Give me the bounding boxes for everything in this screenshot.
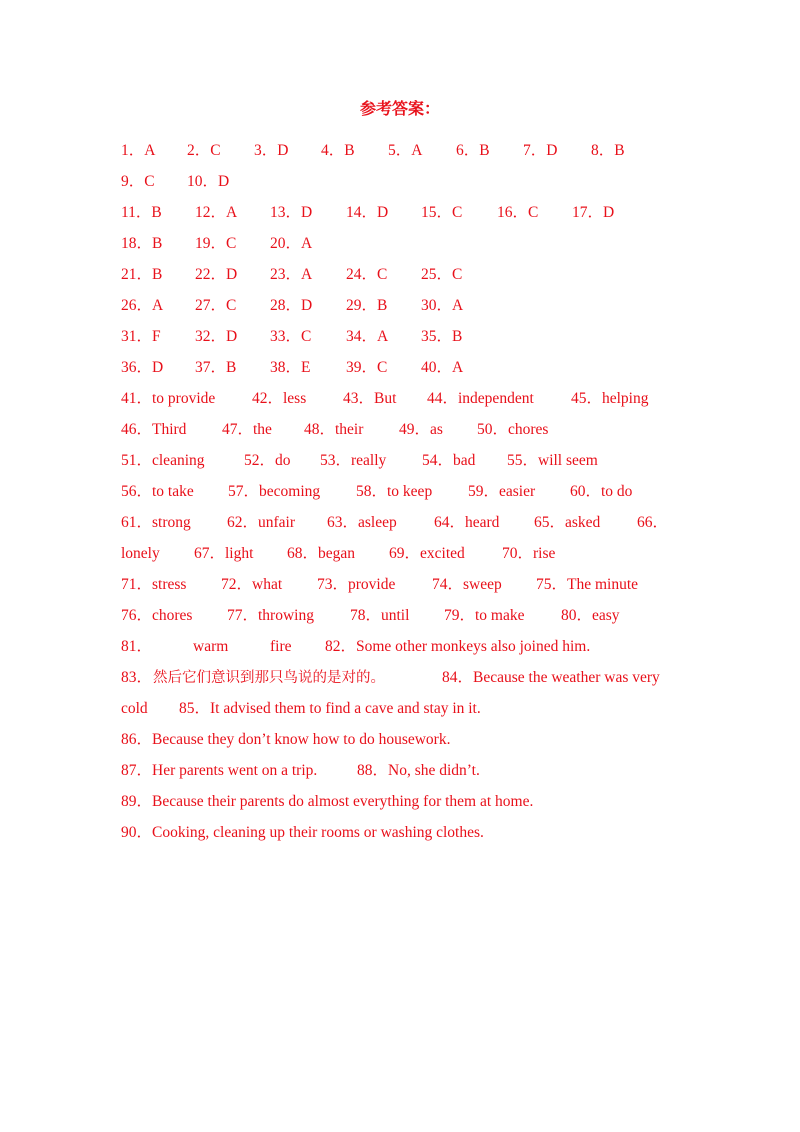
answer-item: 23．A (270, 266, 313, 283)
answer-item: 40．A (421, 359, 464, 376)
answer-item: 67．light (194, 545, 254, 562)
answer-item: 6．B (456, 142, 490, 159)
answer-item: 71．stress (121, 576, 187, 593)
answer-item: lonely (121, 545, 160, 562)
answer-item: 30．A (421, 297, 464, 314)
answer-item: 50．chores (477, 421, 549, 438)
answer-item: 63．asleep (327, 514, 397, 531)
answer-item: 20．A (270, 235, 313, 252)
answer-item: warm (193, 638, 229, 655)
answer-item: 62．unfair (227, 514, 296, 531)
answer-item: 4．B (321, 142, 355, 159)
answer-item: 3．D (254, 142, 289, 159)
answer-item: 15．C (421, 204, 463, 221)
answer-item: 83． (121, 669, 153, 686)
answer-item: 31．F (121, 328, 161, 345)
answer-item: 29．B (346, 297, 388, 314)
answer-item: 14．D (346, 204, 389, 221)
answer-item: 17．D (572, 204, 615, 221)
answer-item: 73．provide (317, 576, 396, 593)
answer-item: 11．B (121, 204, 162, 221)
answer-item: 42．less (252, 390, 307, 407)
answer-item: 49．as (399, 421, 443, 438)
answer-item: 89．Because their parents do almost everything for them at home. (121, 793, 534, 810)
answer-item: 61．strong (121, 514, 191, 531)
answer-item: 24．C (346, 266, 388, 283)
answer-item: 80．easy (561, 607, 620, 624)
answer-item: 69．excited (389, 545, 465, 562)
answer-item: 25．C (421, 266, 463, 283)
answer-item: 2．C (187, 142, 221, 159)
answer-item: 21．B (121, 266, 163, 283)
answer-item: 72．what (221, 576, 283, 593)
answer-item: 79．to make (444, 607, 525, 624)
answer-item: 32．D (195, 328, 238, 345)
answer-item: 13．D (270, 204, 313, 221)
answer-item: 52．do (244, 452, 291, 469)
answer-item: 33．C (270, 328, 312, 345)
answer-item: 41．to provide (121, 390, 216, 407)
answer-item: 16．C (497, 204, 539, 221)
answer-item: 78．until (350, 607, 410, 624)
answer-item: 59．easier (468, 483, 536, 500)
answer-item: 53．really (320, 452, 387, 469)
answer-item: 39．C (346, 359, 388, 376)
answer-item: 47．the (222, 421, 272, 438)
answer-item: 45．helping (571, 390, 649, 407)
answer-item: 65．asked (534, 514, 601, 531)
answer-item: 34．A (346, 328, 389, 345)
answer-item: 18．B (121, 235, 163, 252)
answer-item: 1．A (121, 142, 156, 159)
answer-item: 37．B (195, 359, 237, 376)
answer-item: 87．Her parents went on a trip. (121, 762, 318, 779)
answer-item: 19．C (195, 235, 237, 252)
answer-item: 8．B (591, 142, 625, 159)
answer-item: 70．rise (502, 545, 556, 562)
answer-item: 27．C (195, 297, 237, 314)
answer-item: 85．It advised them to find a cave and stay in it. (179, 700, 481, 717)
answer-item: 57．becoming (228, 483, 321, 500)
answer-item: 74．sweep (432, 576, 502, 593)
answer-item: 26．A (121, 297, 164, 314)
answer-item: 55．will seem (507, 452, 598, 469)
answer-item: 54．bad (422, 452, 476, 469)
answer-item: 75．The minute (536, 576, 639, 593)
answer-item: 9．C (121, 173, 155, 190)
answer-item: 66． (637, 514, 669, 531)
answer-item: 5．A (388, 142, 423, 159)
answer-item: 46．Third (121, 421, 187, 438)
answer-item: 60．to do (570, 483, 633, 500)
answer-item: 35．B (421, 328, 463, 345)
answer-item: 84．Because the weather was very (442, 669, 660, 686)
answer-item: 56．to take (121, 483, 194, 500)
answer-item: 10．D (187, 173, 230, 190)
answer-item: 43．But (343, 390, 397, 407)
answer-item: cold (121, 700, 148, 717)
answer-item: 7．D (523, 142, 558, 159)
answer-item: 36．D (121, 359, 164, 376)
answer-item: 22．D (195, 266, 238, 283)
answer-item: 12．A (195, 204, 238, 221)
answer-item: 81． (121, 638, 153, 655)
answer-item: 68．began (287, 545, 356, 562)
page-title: 参考答案： (359, 99, 440, 118)
answer-item: 86．Because they don’t know how to do housework. (121, 731, 451, 748)
answer-item: 76．chores (121, 607, 193, 624)
answer-item: 64．heard (434, 514, 500, 531)
answer-item: 38．E (270, 359, 311, 376)
answer-item: 28．D (270, 297, 313, 314)
answer-item: 44．independent (427, 390, 534, 407)
answer-item: 48．their (304, 421, 364, 438)
answer-item: 51．cleaning (121, 452, 205, 469)
answer-item: 90．Cooking, cleaning up their rooms or washing clothes. (121, 824, 484, 841)
answer-item: 88．No, she didn’t. (357, 762, 480, 779)
answer-item: 82．Some other monkeys also joined him. (325, 638, 591, 655)
answer-item: 58．to keep (356, 483, 433, 500)
answer-item: 77．throwing (227, 607, 314, 624)
answer-item: fire (270, 638, 292, 655)
answer-item: 然后它们意识到那只鸟说的是对的。 (153, 670, 385, 686)
